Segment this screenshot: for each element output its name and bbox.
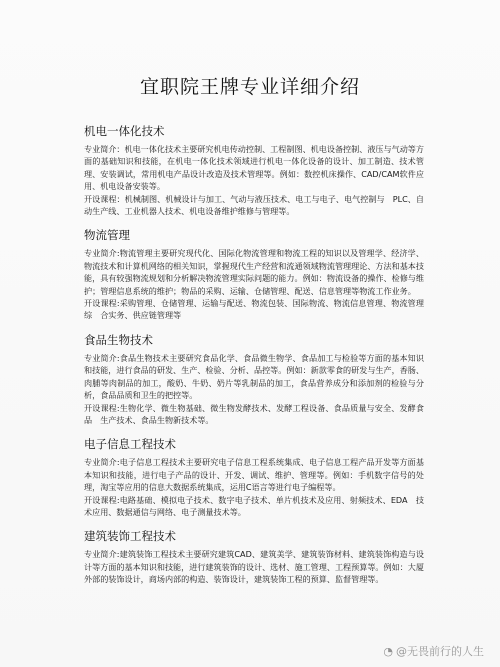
section-intro: 专业简介:电子信息工程技术主要研究电子信息工程系统集成、电子信息工程产品开发等方面基本知识和技能，进行电子产品的设计、开发、调试、维护、管理等。例如：手机数字信号的处理，淘宝等应用的信息大数据系统集成，运用C语言等进行电子编程等。: [84, 457, 424, 493]
section-intro: 专业简介：机电一体化技术主要研究机电传动控制、工程制图、机电设备控制、液压与气动等方面的基础知识和技能，在机电一体化技术领域进行机电一体化设备的设计、加工制造、技术管理、安装调试，常用机电产品设计改造及技术管理等。例如：数控机床操作、CAD/CAM软件应用、机电设备安装等。: [84, 144, 424, 192]
section-electronics: [84, 436, 424, 518]
section-intro: 专业简介:食品生物技术主要研究食品化学、食品微生物学、食品加工与检验等方面的基本知识和技能，进行食品的研发、生产、检验、分析、品控等。例如：新款零食的研发与生产，香肠、肉脯等肉制品的加工，酸奶、牛奶、奶片等乳制品的加工，食品营养成分和添加剂的检验与分析，食品品质和卫生的把控等。: [84, 352, 424, 401]
section-heading: 机电一体化技术: [84, 124, 165, 138]
section-heading: 食品生物技术: [84, 332, 153, 347]
section-courses: 开设课程:采购管理、仓储管理、运输与配送、物流包装、国际物流、物流信息管理、物流管理综 合实务、供应链管理等: [84, 298, 424, 321]
section-heading: 物流管理: [84, 228, 130, 243]
section-courses: 开设课程：机械制图、机械设计与加工、气动与液压技术、电工与电子、电气控制与 PLC、自动生产线、工业机器人技术、机电设备维护维修与管理等。: [84, 193, 424, 217]
section-architectural-decoration: [84, 528, 424, 585]
section-logistics: [84, 227, 424, 321]
section-food-biotech: [84, 332, 424, 426]
weibo-icon: ◔: [383, 644, 393, 658]
watermark-text: @无畏前行的人生: [396, 645, 484, 658]
section-courses: 开设课程:生物化学、微生物基础、微生物发酵技术、发酵工程设备、食品质量与安全、发酵食品 生产技术、食品生物新技术等。: [84, 402, 424, 425]
section-courses: 开设课程:电路基础、模拟电子技术、数字电子技术、单片机技术及应用、射频技术、EDA 技术应用、数据通信与网络、电子测量技术等。: [84, 494, 424, 517]
section-intro: 专业简介:物流管理主要研究现代化、国际化物流管理和物流工程的知识以及管理学、经济学、物流技术和计算机网络的相关知识，掌握现代生产经营和流通领域物流管理理论、方法和基本技能，具有较强物流规划和分析解决物流管理实际问题的能力。例如：物流设备的操作、检修与维护；管理信息系统的维护；物品的采购、运输、仓储管理、配送、信息管理等物流工作业务。: [84, 248, 424, 296]
watermark: [383, 643, 484, 659]
section-heading: 电子信息工程技术: [84, 437, 176, 452]
section-heading: 建筑装饰工程技术: [84, 529, 176, 544]
section-mechatronics: [84, 123, 424, 217]
document-content: [84, 123, 424, 586]
section-intro: 专业简介:建筑装饰工程技术主要研究建筑CAD、建筑美学、建筑装饰材料、建筑装饰构造与设计等方面的基本知识和技能，进行建筑装饰的设计、选材、施工管理、工程预算等。例如：大厦外部的装饰设计，商场内部的构造、装饰设计，建筑装饰工程的预算、监督管理等。: [84, 549, 424, 585]
page-title: 宜职院王牌专业详细介绍: [139, 76, 360, 98]
